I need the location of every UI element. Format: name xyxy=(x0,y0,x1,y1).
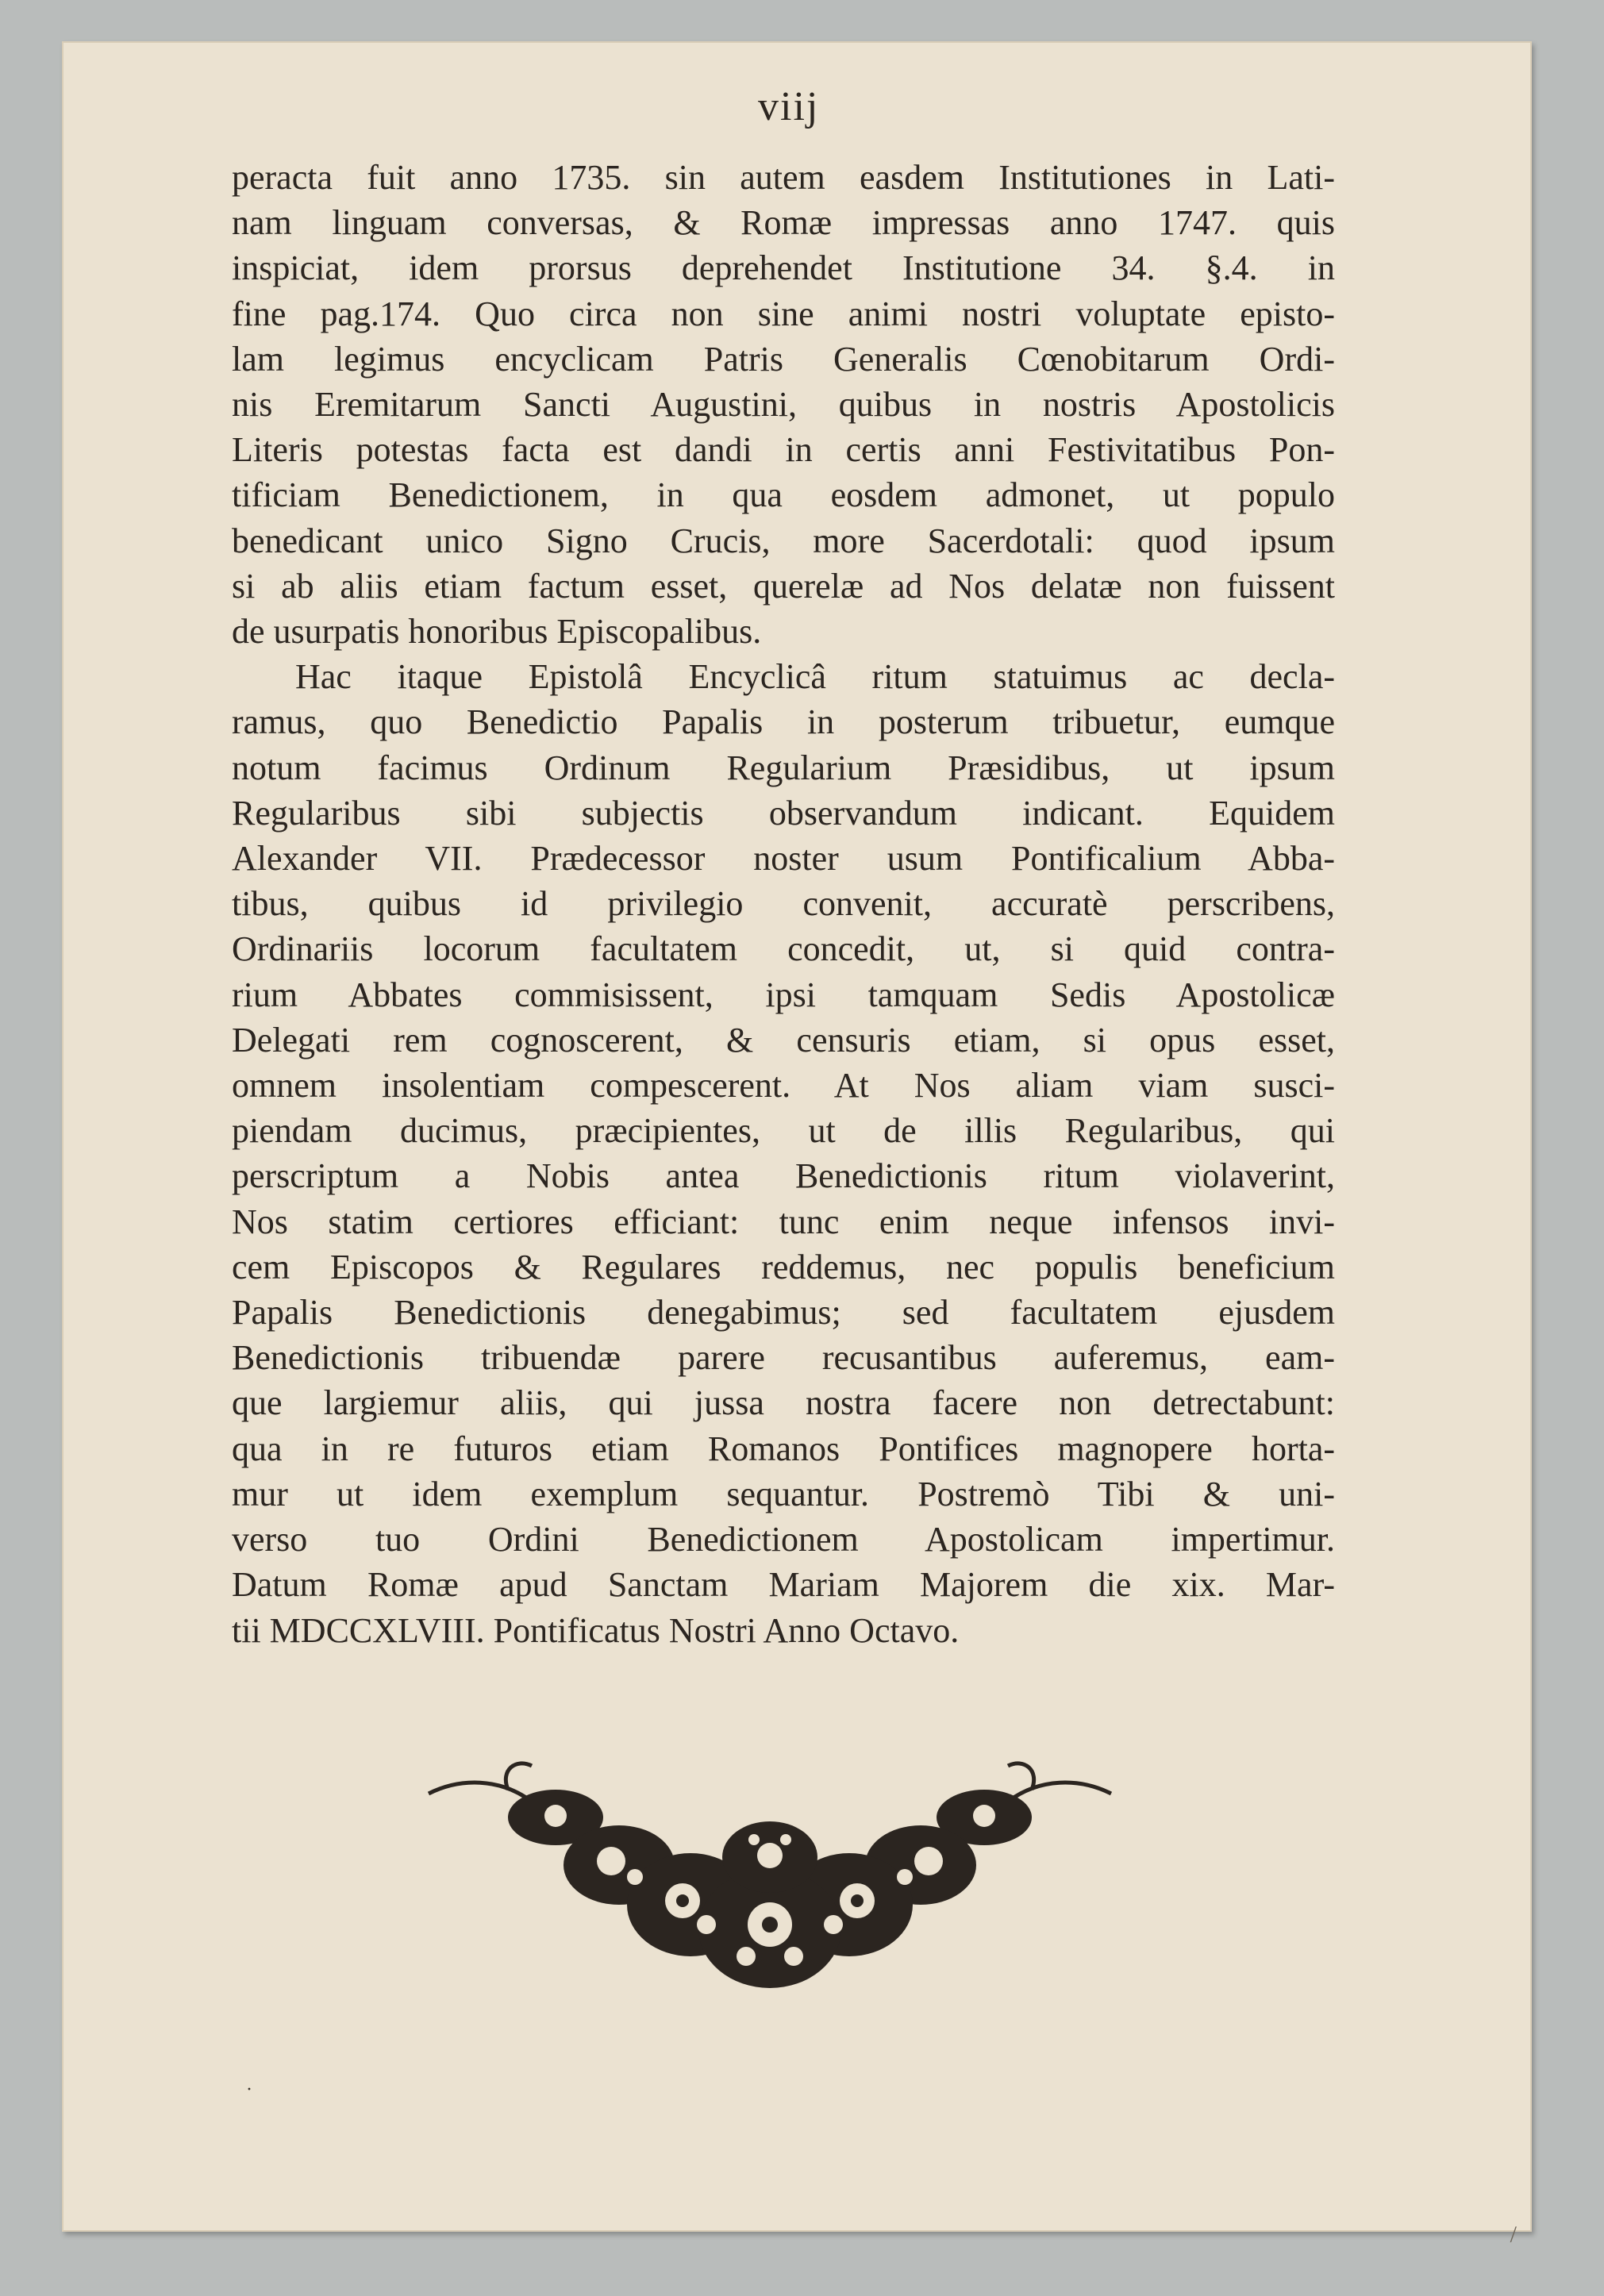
text-line: cem Episcopos & Regulares reddemus, nec populis beneficium xyxy=(232,1247,1335,1286)
paragraph-1 xyxy=(232,155,1335,654)
text-line: Benedictionis tribuendæ parere recusantibus auferemus, eam- xyxy=(232,1338,1335,1378)
page-number: viij xyxy=(758,84,820,129)
text-line: Datum Romæ apud Sanctam Mariam Majorem die xix. Mar- xyxy=(232,1565,1335,1605)
text-line: rium Abbates commisissent, ipsi tamquam Sedis Apostolicæ xyxy=(232,975,1335,1014)
text-line: Delegati rem cognoscerent, & censuris etiam, si opus esset, xyxy=(232,1020,1335,1060)
floral-woodcut-icon xyxy=(413,1746,1127,2000)
text-line: Papalis Benedictionis denegabimus; sed facultatem ejusdem xyxy=(232,1293,1335,1333)
text-line: qua in re futuros etiam Romanos Pontifices magnopere horta- xyxy=(232,1429,1335,1468)
text-line: verso tuo Ordini Benedictionem Apostolicam impertimur. xyxy=(232,1520,1335,1560)
body-text xyxy=(232,155,1335,1653)
text-line: ramus, quo Benedictio Papalis in posterum tribuetur, eumque xyxy=(232,702,1335,742)
text-line: mur ut idem exemplum sequantur. Postremò Tibi & uni- xyxy=(232,1474,1335,1513)
text-line: nis Eremitarum Sancti Augustini, quibus in nostris Apostolicis xyxy=(232,385,1335,425)
text-line: Ordinariis locorum facultatem concedit, ut, si quid contra- xyxy=(232,929,1335,969)
text-line: tificiam Benedictionem, in qua eosdem admonet, ut populo xyxy=(232,475,1335,515)
text-line: piendam ducimus, præcipientes, ut de illis Regularibus, qui xyxy=(232,1111,1335,1151)
text-line: peracta fuit anno 1735. sin autem easdem Institutiones in Lati- xyxy=(232,158,1335,197)
text-line: fine pag.174. Quo circa non sine animi nostri voluptate episto- xyxy=(232,294,1335,333)
text-line: tii MDCCXLVIII. Pontificatus Nostri Anno Octavo. xyxy=(232,1610,960,1650)
corner-pencil-mark: / xyxy=(1510,2221,1517,2248)
text-line: Regularibus sibi subjectis observandum indicant. Equidem xyxy=(232,793,1335,833)
text-line: tibus, quibus id privilegio convenit, accuratè perscribens, xyxy=(232,884,1335,924)
text-line: de usurpatis honoribus Episcopalibus. xyxy=(232,612,762,652)
text-line: Nos statim certiores efficiant: tunc enim neque infensos invi- xyxy=(232,1202,1335,1241)
text-line: Hac itaque Epistolâ Encyclicâ ritum statuimus ac decla- xyxy=(295,657,1335,697)
text-line: omnem insolentiam compescerent. At Nos aliam viam susci- xyxy=(232,1066,1335,1106)
text-line: perscriptum a Nobis antea Benedictionis ritum violaverint, xyxy=(232,1156,1335,1196)
text-line: si ab aliis etiam factum esset, querelæ ad Nos delatæ non fuissent xyxy=(232,566,1335,606)
text-line: que largiemur aliis, qui jussa nostra facere non detrectabunt: xyxy=(232,1383,1335,1423)
paragraph-2 xyxy=(232,654,1335,1652)
text-line: lam legimus encyclicam Patris Generalis Cœnobitarum Ordi- xyxy=(232,339,1335,379)
text-line: Literis potestas facta est dandi in certis anni Festivitatibus Pon- xyxy=(232,430,1335,470)
text-line: benedicant unico Signo Crucis, more Sacerdotali: quod ipsum xyxy=(232,521,1335,560)
ink-speck: · xyxy=(246,2079,252,2100)
text-line: inspiciat, idem prorsus deprehendet Institutione 34. §.4. in xyxy=(232,248,1335,288)
text-line: nam linguam conversas, & Romæ impressas anno 1747. quis xyxy=(232,203,1335,243)
text-line: notum facimus Ordinum Regularium Præsidibus, ut ipsum xyxy=(232,748,1335,787)
text-line: Alexander VII. Prædecessor noster usum Pontificalium Abba- xyxy=(232,839,1335,879)
